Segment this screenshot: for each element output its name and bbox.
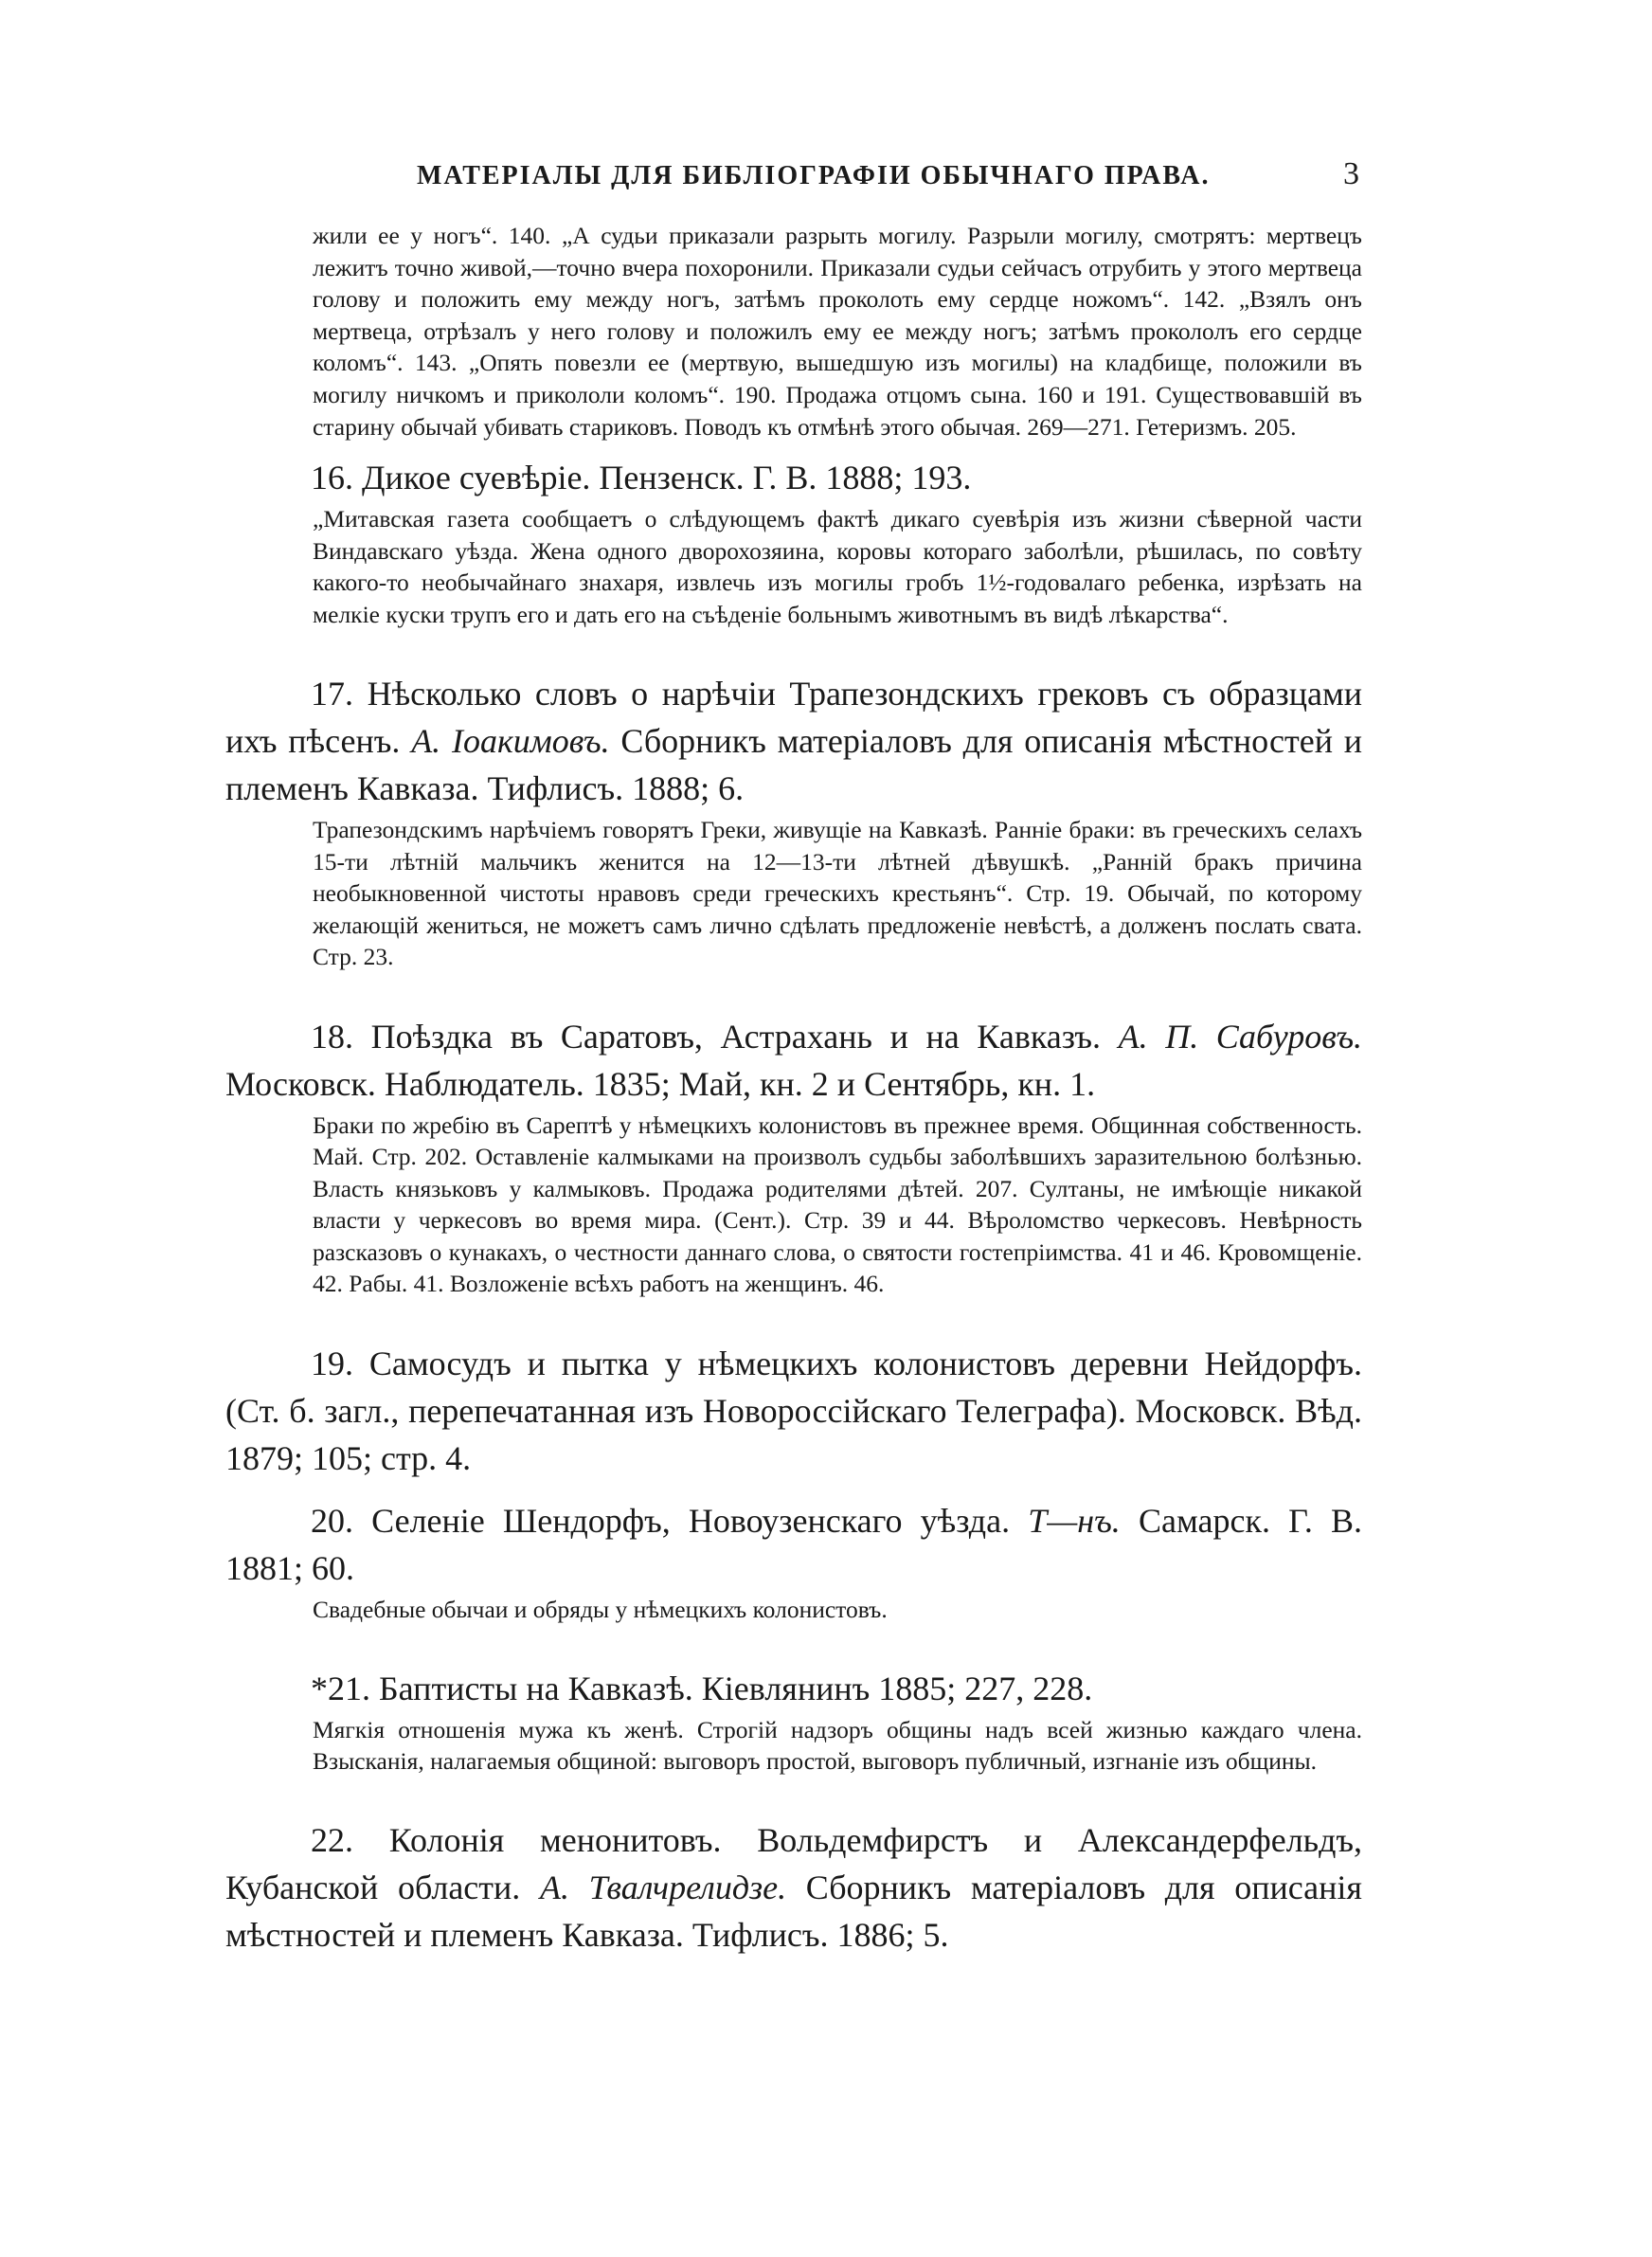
entry-author: А. Іоакимовъ. bbox=[411, 722, 610, 761]
entry-title bbox=[225, 1497, 1362, 1592]
entry-title bbox=[225, 1665, 1362, 1712]
bibliography-entry-17 bbox=[225, 670, 1362, 973]
entry-source: Сборникъ матеріаловъ для описанія мѣстностей и племенъ Кавказа. Тифлисъ. 1886; 5. bbox=[225, 1869, 1362, 1955]
entry-annotation: Мягкія отношенія мужа къ женѣ. Строгій надзоръ общины надъ всей жизнью каждаго члена. Взысканія, налагаемыя общиной: выговоръ простой, выговоръ публичный, изгнаніе изъ общины. bbox=[313, 1715, 1362, 1776]
entry-source: Московск. Наблюдатель. 1835; Май, кн. 2 и Сентябрь, кн. 1. bbox=[225, 1064, 1096, 1103]
entry-number: 19. bbox=[311, 1344, 353, 1382]
entry-title bbox=[225, 1340, 1362, 1482]
bibliography-entry-20 bbox=[225, 1497, 1362, 1626]
entry-number: 22. bbox=[311, 1821, 353, 1860]
entry-title-text: Колонія менонитовъ. Вольдемфирстъ и Александерфельдъ, Кубанской области. bbox=[225, 1821, 1363, 1907]
entry-author: А. П. Сабуровъ. bbox=[1118, 1017, 1363, 1056]
entry-annotation: „Митавская газета сообщаетъ о слѣдующемъ фактѣ дикаго суевѣрія изъ жизни сѣверной части Виндавскаго уѣзда. Жена одного дворохозяина, коровы котораго заболѣли, рѣшилась, по совѣту какого-то необычайнаго знахаря, извлечь изъ могилы гробъ 1½-годовалаго ребенка, изрѣзать на мелкіе куски трупъ его и дать его на съѣденіе больнымъ животнымъ въ видѣ лѣкарства“. bbox=[313, 505, 1362, 628]
bibliography-entry-22 bbox=[225, 1816, 1362, 1959]
entry-annotation: Браки по жребію въ Сарептѣ у нѣмецкихъ колонистовъ въ прежнее время. Общинная собственность. Май. Стр. 202. Оставленіе калмыками на произволъ судьбы заболѣвшихъ заразительною болѣзнью. Власть князьковъ у калмыковъ. Продажа родителями дѣтей. 207. Султаны, не имѣющіе никакой власти у черкесовъ во время мира. (Сент.). Стр. 39 и 44. Вѣроломство черкесовъ. Невѣрность разсказовъ о кунакахъ, о честности даннаго слова, о святости гостепріимства. 41 и 46. Кровомщеніе. 42. Рабы. 41. Возложеніе всѣхъ работъ на женщинъ. 46. bbox=[313, 1110, 1362, 1298]
bibliography-entry-21 bbox=[225, 1665, 1362, 1778]
bibliography-entry-18 bbox=[225, 1013, 1362, 1301]
entry-title-text: Самосудъ и пытка у нѣмецкихъ колонистовъ деревни Нейдорфъ. (Ст. б. загл., перепечатанная изъ Новороссійскаго Телеграфа). Московск. Вѣд. 1879; 105; стр. 4. bbox=[225, 1344, 1362, 1477]
entry-author: Т—нъ. bbox=[1028, 1501, 1121, 1540]
continuation-paragraph: жили ее у ногъ“. 140. „А судьи приказали разрыть могилу. Разрыли могилу, смотрятъ: мертвецъ лежитъ точно живой,—точно вчера похоронили. Приказали судьи сейчасъ отрубить у этого мертвеца голову и положить ему между ногъ, затѣмъ проколоть ему сердце ножомъ“. 142. „Взялъ онъ мертвеца, отрѣзалъ у него голову и положилъ ему ее между ногъ; затѣмъ прокололъ его сердце коломъ“. 143. „Опять повезли ее (мертвую, вышедшую изъ могилы) на кладбище, положили въ могилу ничкомъ и прикололи коломъ“. 190. Продажа отцомъ сына. 160 и 191. Существовавшій въ старину обычай убивать стариковъ. Поводъ къ отмѣнѣ этого обычая. 269—271. Гетеризмъ. 205. bbox=[313, 222, 1362, 441]
entry-number: *21. bbox=[311, 1669, 370, 1707]
entry-title-text: Поѣздка въ Саратовъ, Астрахань и на Кавказъ. bbox=[370, 1017, 1101, 1056]
entry-title bbox=[225, 1816, 1362, 1959]
entry-title bbox=[225, 670, 1362, 812]
entry-author: А. Твалчрелидзе. bbox=[539, 1869, 787, 1907]
entry-title-text: Баптисты на Кавказѣ. Кіевлянинъ 1885; 227, 228. bbox=[379, 1669, 1093, 1707]
running-header: МАТЕРІАЛЫ ДЛЯ БИБЛІОГРАФІИ ОБЫЧНАГО ПРАВА. bbox=[417, 161, 1211, 190]
entry-title bbox=[225, 1013, 1362, 1108]
bibliography-entry-19 bbox=[225, 1340, 1362, 1482]
entry-title-text: Нѣсколько словъ о нарѣчіи Трапезондскихъ грековъ съ образцами ихъ пѣсенъ. bbox=[225, 675, 1363, 761]
entry-annotation: Трапезондскимъ нарѣчіемъ говорятъ Греки, живущіе на Кавказѣ. Ранніе браки: въ греческихъ селахъ 15-ти лѣтній мальчикъ женится на 12—13-ти лѣтней дѣвушкѣ. „Ранній бракъ причина необыкновенной чистоты нравовъ среди греческихъ крестьянъ“. Стр. 19. Обычай, по которому желающій жениться, не можетъ самъ лично сдѣлать предложеніе невѣстѣ, а долженъ послать свата. Стр. 23. bbox=[313, 816, 1362, 971]
entry-number: 18. bbox=[311, 1017, 353, 1056]
bibliography-entry-16 bbox=[225, 454, 1362, 630]
page-number: 3 bbox=[1343, 156, 1359, 191]
entry-number: 20. bbox=[311, 1501, 353, 1540]
entry-title bbox=[225, 454, 1362, 501]
entry-annotation: Свадебные обычаи и обряды у нѣмецкихъ колонистовъ. bbox=[313, 1595, 888, 1623]
entry-title-text: Дикое суевѣріе. Пензенск. Г. В. 1888; 193. bbox=[362, 459, 972, 497]
entry-title-text: Селеніе Шендорфъ, Новоузенскаго уѣзда. bbox=[371, 1501, 1011, 1540]
page-body bbox=[225, 220, 1362, 1959]
entry-number: 16. bbox=[311, 459, 353, 497]
entry-source: Сборникъ матеріаловъ для описанія мѣстностей и племенъ Кавказа. Тифлисъ. 1888; 6. bbox=[225, 722, 1363, 808]
entry-source: Самарск. Г. В. 1881; 60. bbox=[225, 1501, 1363, 1587]
entry-number: 17. bbox=[311, 675, 353, 713]
